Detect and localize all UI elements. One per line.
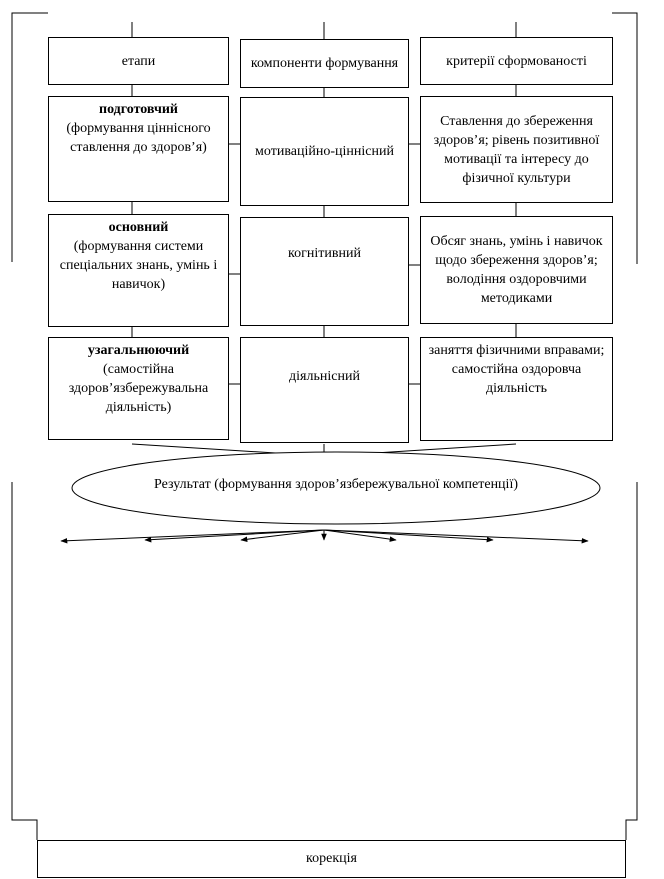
stage-generalizing-title: узагальнюючий bbox=[87, 343, 190, 358]
result-label: Результат (формування здоров’язбережувальної компетенції) bbox=[154, 476, 518, 492]
component-activity bbox=[240, 337, 409, 443]
criterion-motivational-text: Ставлення до збереження здоров’я; рівень позитивної мотивації та інтересу до фізичної культури bbox=[433, 113, 600, 186]
criterion-cognitive-text: Обсяг знань, умінь і навичок щодо збереження здоров’я; володіння оздоровчими методиками bbox=[430, 234, 603, 306]
stage-main bbox=[48, 214, 229, 327]
feedback-line-right-lower bbox=[626, 482, 637, 840]
component-cognitive-label: когнітивний bbox=[288, 246, 361, 261]
header-criteria bbox=[420, 37, 613, 85]
component-cognitive bbox=[240, 217, 409, 326]
header-criteria-label: критерії сформованості bbox=[446, 53, 587, 69]
feedback-line-right bbox=[612, 13, 637, 264]
stage-generalizing bbox=[48, 337, 229, 440]
component-activity-label: діяльнісний bbox=[289, 368, 360, 384]
header-components-label: компоненти формування bbox=[250, 56, 399, 71]
stage-preparatory-title: подготовчий bbox=[99, 102, 178, 117]
feedback-line-left bbox=[12, 13, 48, 262]
criterion-cognitive bbox=[420, 216, 613, 324]
correction-label: корекція bbox=[306, 851, 357, 866]
result-node bbox=[72, 452, 600, 524]
feedback-line-left-lower bbox=[12, 482, 37, 840]
component-motivational-label: мотиваційно-ціннісний bbox=[255, 144, 394, 159]
header-stages-label: етапи bbox=[121, 53, 156, 69]
header-stages bbox=[48, 37, 229, 85]
stage-main-title: основний bbox=[108, 220, 169, 235]
criterion-motivational bbox=[420, 96, 613, 203]
criterion-activity-text: заняття фізичними вправами; самостійна оздоровча діяльність bbox=[428, 343, 605, 396]
stage-generalizing-desc: (самостійна здоров’язбережувальна діяльність) bbox=[68, 362, 209, 415]
component-motivational bbox=[240, 97, 409, 206]
stage-preparatory bbox=[48, 96, 229, 202]
stage-preparatory-desc: (формування ціннісного ставлення до здоров’я) bbox=[66, 121, 211, 155]
criterion-activity bbox=[420, 337, 613, 441]
stage-main-desc: (формування системи спеціальних знань, умінь і навичок) bbox=[59, 239, 218, 292]
correction-box bbox=[37, 840, 626, 878]
header-components bbox=[240, 39, 409, 88]
